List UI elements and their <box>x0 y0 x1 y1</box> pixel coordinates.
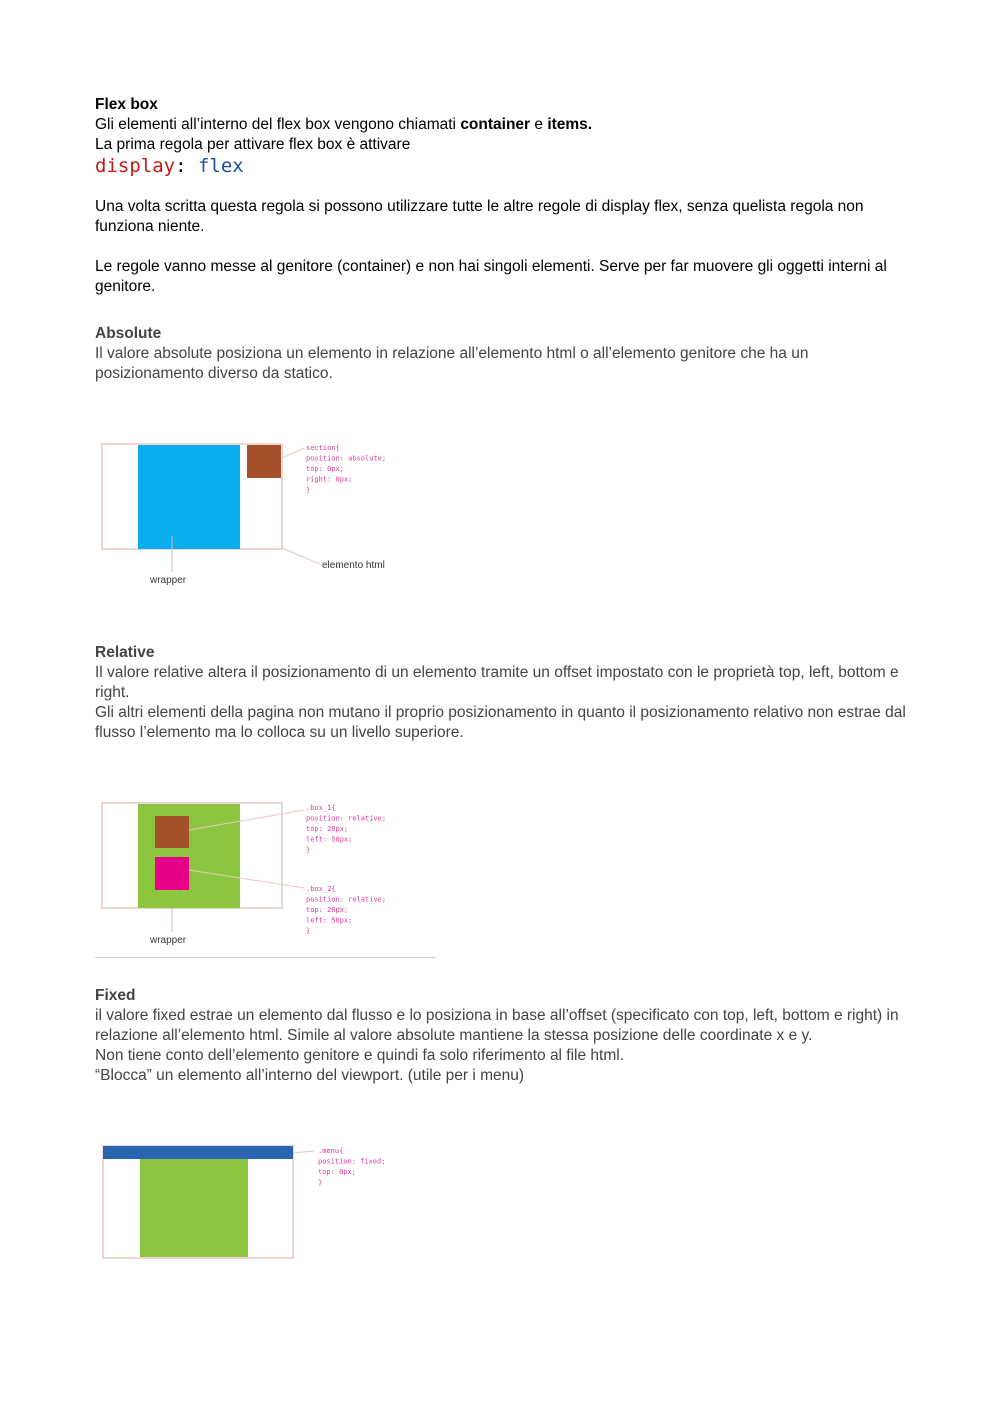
code-line: top: 0px; <box>318 1168 356 1176</box>
code-colon: : <box>175 155 198 177</box>
intro-bold-items: items. <box>547 116 593 133</box>
code-line: } <box>318 1178 323 1187</box>
relative-section <box>95 643 910 743</box>
flexbox-intro <box>95 115 910 135</box>
box-1 <box>155 816 189 848</box>
document-page <box>95 95 910 297</box>
intro-text: Gli elementi all’interno del flex box vengono chiamati <box>95 116 461 133</box>
code-line: } <box>306 486 311 494</box>
divider <box>95 957 436 958</box>
code-line: position: relative; <box>306 814 387 823</box>
fixed-text2: Non tiene conto dell’elemento genitore e quindi fa solo riferimento al file html. <box>95 1047 625 1064</box>
code-line: left: 50px; <box>306 916 353 925</box>
code-line: section{ <box>306 444 340 452</box>
flexbox-line2: La prima regola per attivare flex box è attivare <box>95 136 411 153</box>
code-line: position: absolute; <box>306 454 387 463</box>
relative-title: Relative <box>95 644 155 661</box>
relative-figure <box>100 800 440 950</box>
code-line: .box_1{ <box>306 804 336 812</box>
flexbox-para1: Una volta scritta questa regola si possono utilizzare tutte le altre regole di display flex, senza quelista regola non funziona niente. <box>95 198 864 235</box>
wrapper-box <box>140 1147 248 1257</box>
fixed-text1: il valore fixed estrae un elemento dal flusso e lo posiziona in base all’offset (specificato con top, left, bottom e right) in relazione all’elemento html. Simile al valore absolute mantiene la stessa posizione delle coordinate x e y. <box>95 1007 899 1044</box>
intro-text-and: e <box>530 116 548 133</box>
code-line: } <box>306 927 311 935</box>
code-line: position: fixed; <box>318 1157 386 1166</box>
fixed-title: Fixed <box>95 987 136 1004</box>
relative-text2: Gli altri elementi della pagina non mutano il proprio posizionamento in quanto il posizionamento relativo non estrae dal flusso l’elemento ma lo colloca su un livello superiore. <box>95 704 906 741</box>
label-wrapper: wrapper <box>150 575 187 586</box>
code-display-flex <box>95 155 910 177</box>
flexbox-para2: Le regole vanno messe al genitore (container) e non hai singoli elementi. Serve per far muovere gli oggetti interni al genitore. <box>95 258 887 295</box>
code-line: } <box>306 846 311 854</box>
fixed-figure <box>100 1142 440 1267</box>
section-box <box>247 445 281 478</box>
code-value: flex <box>197 155 244 177</box>
code-property: display <box>95 155 176 177</box>
label-wrapper: wrapper <box>150 935 187 946</box>
code-line: left: 50px; <box>306 835 353 844</box>
code-line: top: 0px; <box>306 465 344 473</box>
flexbox-title: Flex box <box>95 96 158 113</box>
box-2 <box>155 857 189 890</box>
absolute-text: Il valore absolute posiziona un elemento in relazione all’elemento html o all’elemento genitore che ha un posizionamento diverso da statico. <box>95 345 809 382</box>
absolute-section <box>95 324 910 384</box>
code-line: .box_2{ <box>306 885 336 893</box>
code-line: .menu{ <box>318 1147 344 1155</box>
absolute-figure <box>100 440 440 590</box>
relative-text1: Il valore relative altera il posizionamento di un elemento tramite un offset impostato con le proprietà top, left, bottom e right. <box>95 664 899 701</box>
label-html-element: elemento html <box>322 560 385 571</box>
wrapper-box <box>138 445 240 549</box>
code-line: top: 20px; <box>306 906 349 914</box>
menu-bar <box>103 1146 293 1159</box>
fixed-section <box>95 986 910 1086</box>
fixed-text3: “Blocca” un elemento all’interno del viewport. (utile per i menu) <box>95 1067 525 1084</box>
code-line: top: 20px; <box>306 825 349 833</box>
code-line: position: relative; <box>306 895 387 904</box>
code-line: right: 0px; <box>306 475 353 484</box>
absolute-title: Absolute <box>95 325 162 342</box>
intro-bold-container: container <box>460 116 531 133</box>
